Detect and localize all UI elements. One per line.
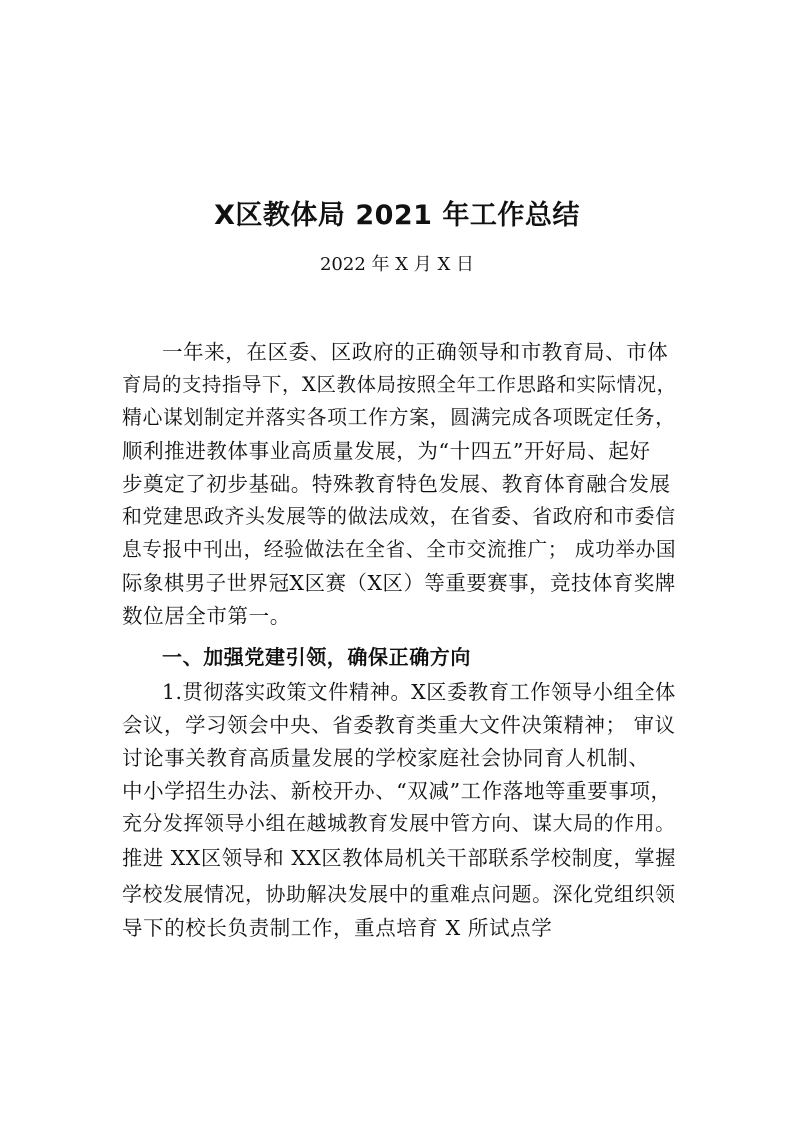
paragraph-line: 会议，学习领会中央、省委教育类重大文件决策精神； 审议 — [122, 713, 676, 737]
paragraph-line: 数位居全市第一。 — [122, 604, 291, 628]
document-title: X区教体局 2021 年工作总结 — [214, 200, 580, 231]
paragraph-line: 讨论事关教育高质量发展的学校家庭社会协同育人机制、 — [122, 746, 650, 770]
paragraph-line: 顺利推进教体事业高质量发展，为“十四五”开好局、起好 — [122, 439, 651, 463]
paragraph-line: 一年来，在区委、区政府的正确领导和市教育局、市体 — [162, 340, 669, 364]
section-heading: 一、加强党建引领，确保正确方向 — [162, 645, 471, 669]
paragraph-line: 导下的校长负责制工作，重点培育 X 所试点学 — [122, 916, 553, 940]
paragraph-line: 推进 XX区领导和 XX区教体局机关干部联系学校制度，掌握 — [122, 846, 677, 870]
paragraph-line: 充分发挥领导小组在越城教育发展中管方向、谋大局的作用。 — [122, 812, 676, 835]
paragraph-line: 育局的支持指导下，X区教体局按照全年工作思路和实际情况， — [122, 373, 677, 396]
paragraph-line: 中小学招生办法、新校开办、“双减”工作落地等重要事项， — [122, 779, 672, 803]
paragraph-line: 步奠定了初步基础。特殊教育特色发展、教育体育融合发展 — [122, 472, 671, 496]
paragraph-line: 精心谋划制定并落实各项工作方案，圆满完成各项既定任务， — [122, 406, 676, 429]
paragraph-line: 和党建思政齐头发展等的做法成效，在省委、省政府和市委信 — [122, 505, 676, 528]
paragraph-line: 息专报中刊出，经验做法在全省、全市交流推广； 成功举办国 — [122, 538, 677, 561]
paragraph-line: 1.贯彻落实政策文件精神。X区委教育工作领导小组全体 — [162, 680, 676, 704]
paragraph-line: 际象棋男子世界冠X区赛（X区）等重要赛事，竞技体育奖牌 — [122, 571, 676, 595]
document-date: 2022 年 X 月 X 日 — [319, 254, 475, 275]
paragraph-line: 学校发展情况，协助解决发展中的重难点问题。深化党组织领 — [122, 883, 676, 906]
